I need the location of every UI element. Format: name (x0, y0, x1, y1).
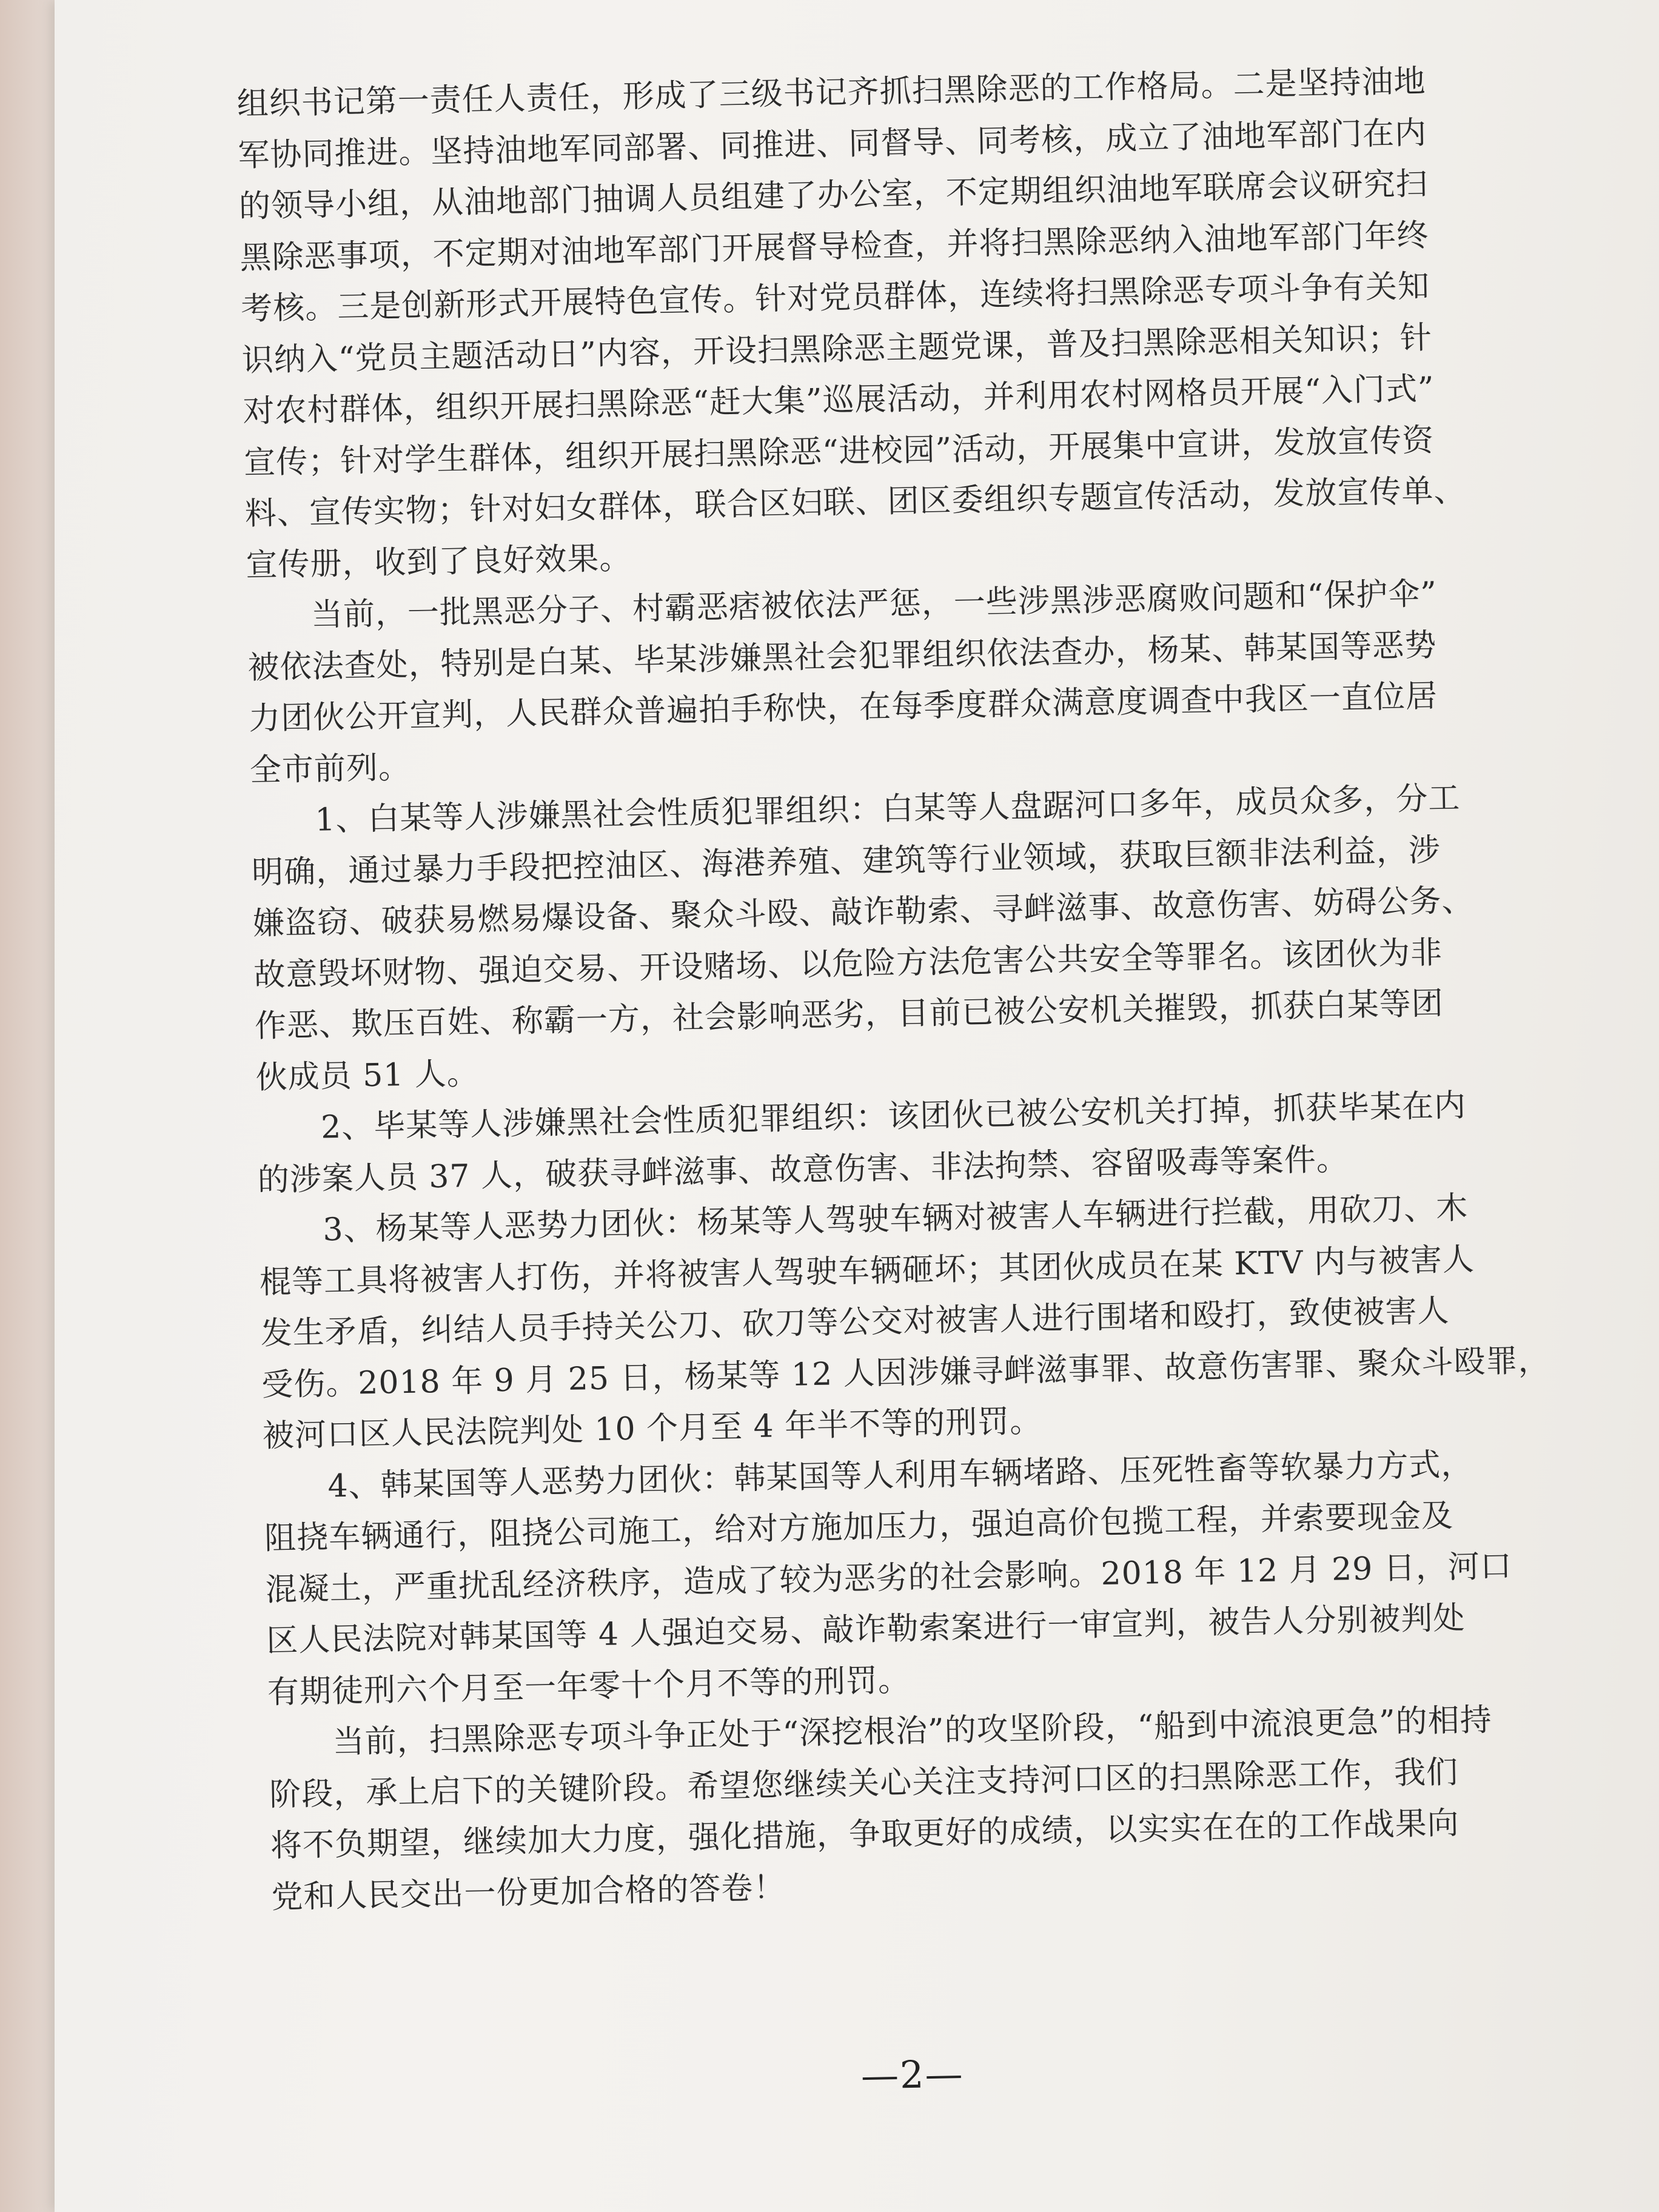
text-line: 受伤。2018 年 9 月 25 日，杨某等 12 人因涉嫌寻衅滋事罪、故意伤害罪、聚众斗殴罪， (261, 1342, 1551, 1404)
text-line: 料、宣传实物；针对妇女群体，联合区妇联、团区委组织专题宣传活动，发放宣传单、 (244, 472, 1467, 532)
text-line: 故意毁坏财物、强迫交易、开设赌场、以危险方法危害公共安全等罪名。该团伙为非 (253, 934, 1443, 994)
text-line: 作恶、欺压百姓、称霸一方，社会影响恶劣，目前已被公安机关摧毁，抓获白某等团 (254, 985, 1444, 1045)
text-line: 明确，通过暴力手段把控油区、海港养殖、建筑等行业领域，获取巨额非法利益，涉 (251, 831, 1441, 891)
text-line: 被河口区人民法院判处 10 个月至 4 年半不等的刑罚。 (262, 1403, 1042, 1455)
document-body (236, 54, 1551, 1923)
text-line: 当前，扫黑除恶专项斗争正处于“深挖根治”的攻坚阶段，“船到中流浪更急”的相持 (268, 1701, 1493, 1762)
text-line: 当前，一批黑恶分子、村霸恶痞被依法严惩，一些涉黑涉恶腐败问题和“保护伞” (246, 575, 1438, 635)
text-line: 棍等工具将被害人打伤，并将被害人驾驶车辆砸坏；其团伙成员在某 KTV 内与被害人 (259, 1241, 1475, 1301)
text-line: 宣传册，收到了良好效果。 (245, 540, 632, 584)
text-line: 嫌盗窃、破获易燃易爆设备、聚众斗殴、敲诈勒索、寻衅滋事、故意伤害、妨碍公务、 (252, 882, 1474, 942)
text-line: 伙成员 51 人。 (255, 1055, 480, 1096)
text-line: 组织书记第一责任人责任，形成了三级书记齐抓扫黑除恶的工作格局。二是坚持油地 (236, 63, 1427, 122)
text-line: 的涉案人员 37 人，破获寻衅滋事、故意伤害、非法拘禁、容留吸毒等案件。 (257, 1141, 1349, 1199)
text-line: 的领导小组，从油地部门抽调人员组建了办公室，不定期组织油地军联席会议研究扫 (238, 166, 1429, 225)
text-line: 被依法查处，特别是白某、毕某涉嫌黑社会犯罪组织依法查办，杨某、韩某国等恶势 (247, 626, 1437, 686)
text-line: 识纳入“党员主题活动日”内容，开设扫黑除恶主题党课，普及扫黑除恶相关知识；针 (241, 319, 1433, 379)
text-line: 军协同推进。坚持油地军同部署、同推进、同督导、同考核，成立了油地军部门在内 (237, 114, 1427, 174)
text-line: 有期徒刑六个月至一年零十个月不等的刑罚。 (267, 1661, 911, 1711)
text-line: 党和人民交出一份更加合格的答卷！ (271, 1869, 786, 1915)
text-line: 将不负期望，继续加大力度，强化措施，争取更好的成绩，以实实在在的工作战果向 (270, 1805, 1460, 1865)
text-line: 黑除恶事项，不定期对油地军部门开展督导检查，并将扫黑除恶纳入油地军部门年终 (240, 216, 1429, 276)
text-line: 混凝土，严重扰乱经济秩序，造成了较为恶劣的社会影响。2018 年 12 月 29 日，河口 (265, 1547, 1513, 1609)
text-line: 对农村群体，组织开展扫黑除恶“赶大集”巡展活动，并利用农村网格员开展“入门式” (242, 370, 1435, 430)
text-line: 阶段，承上启下的关键阶段。希望您继续关心关注支持河口区的扫黑除恶工作，我们 (269, 1754, 1459, 1813)
page-number: —2— (860, 2051, 965, 2098)
text-line: 1、白某等人涉嫌黑社会性质犯罪组织：白某等人盘踞河口多年，成员众多，分工 (250, 780, 1461, 840)
text-line: 2、毕某等人涉嫌黑社会性质犯罪组织：该团伙已被公安机关打掉，抓获毕某在内 (256, 1087, 1467, 1147)
text-line: 考核。三是创新形式开展特色宣传。针对党员群体，连续将扫黑除恶专项斗争有关知 (240, 268, 1430, 327)
text-line: 发生矛盾，纠结人员手持关公刀、砍刀等公交对被害人进行围堵和殴打，致使被害人 (260, 1292, 1450, 1352)
text-line: 全市前列。 (249, 749, 411, 789)
text-line: 宣传；针对学生群体，组织开展扫黑除恶“进校园”活动，开展集中宣讲，发放宣传资 (243, 421, 1435, 481)
text-line: 4、韩某国等人恶势力团伙：韩某国等人利用车辆堵路、压死牲畜等软暴力方式， (263, 1446, 1473, 1506)
text-line: 区人民法院对韩某国等 4 人强迫交易、敲诈勒索案进行一审宣判，被告人分别被判处 (266, 1600, 1466, 1660)
text-line: 3、杨某等人恶势力团伙：杨某等人驾驶车辆对被害人车辆进行拦截，用砍刀、木 (258, 1190, 1469, 1250)
text-line: 力团伙公开宣判，人民群众普遍拍手称快，在每季度群众满意度调查中我区一直位居 (248, 678, 1438, 737)
text-line: 阻挠车辆通行，阻挠公司施工，给对方施加压力，强迫高价包揽工程，并索要现金及 (264, 1497, 1454, 1557)
